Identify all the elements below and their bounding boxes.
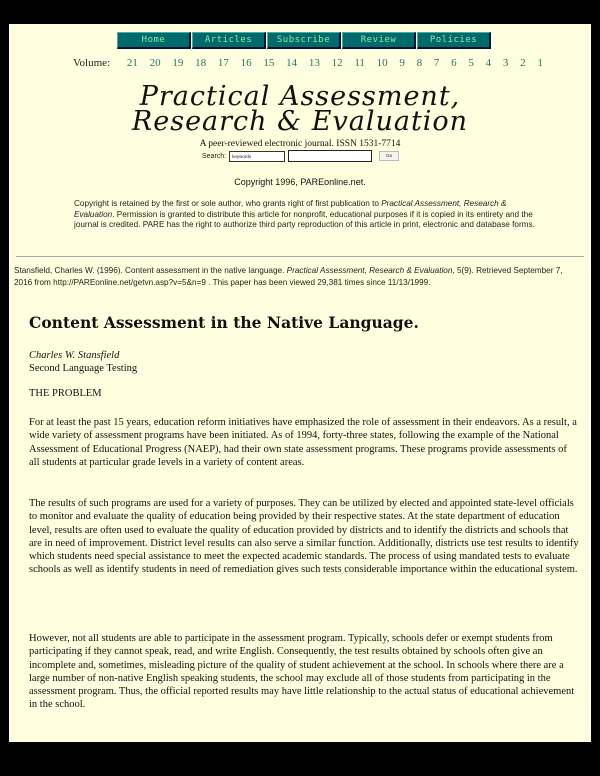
volume-links xyxy=(73,57,552,69)
paragraph: For at least the past 15 years, education reform initiatives have emphasized the role of assessment in their endeavors. As a result, a wide variety of assessment programs have been initiated. As of 1994, forty-three states, following the example of the National Assessment of Educational Progress (NAEP), had their own state assessment programs. These programs provide assessments of all students at particular grade levels in a variety of content areas. xyxy=(29,417,577,468)
citation-text: Stansfield, Charles W. (1996). Content assessment in the native language. xyxy=(14,266,287,275)
paragraph: However, not all students are able to participate in the assessment program. Typically, schools defer or exempt students from participating if they cannot speak, read, and write English. Consequently, the test results obtained by schools often give an incomplete and, sometimes, misleading picture of the quality of student achievement at the school. In schools where there are a large number of non-native English speaking students, the school may exclude all of those students from participating in the assessment program. Thus, the official reported results may have little relationship to the actual status of educational achievement in the school. xyxy=(29,633,575,711)
volume-link[interactable]: 19 xyxy=(172,57,184,69)
author-block xyxy=(29,349,137,375)
nav-review-button[interactable]: Review xyxy=(342,32,416,49)
section-heading: THE PROBLEM xyxy=(29,388,102,399)
volume-link[interactable]: 21 xyxy=(126,57,138,69)
logo-line-2: Research & Evaluation xyxy=(131,106,469,137)
volume-link[interactable]: 20 xyxy=(149,57,161,69)
volume-link[interactable]: 2 xyxy=(520,57,526,69)
logo-line-1: Practical Assessment, xyxy=(139,81,461,112)
article-title: Content Assessment in the Native Language. xyxy=(29,313,419,332)
author-name: Charles W. Stansfield xyxy=(29,350,120,361)
volume-link[interactable]: 9 xyxy=(399,57,405,69)
search-go-button[interactable]: Go xyxy=(379,151,399,161)
search-field-select[interactable]: keywords xyxy=(229,151,285,162)
author-affiliation: Second Language Testing xyxy=(29,363,138,374)
volume-link[interactable]: 12 xyxy=(331,57,343,69)
copyright-text: Copyright is retained by the first or sole author, who grants right of first publication to xyxy=(74,199,382,208)
citation xyxy=(14,265,579,288)
volume-link[interactable]: 1 xyxy=(537,57,543,69)
journal-name: Practical Assessment, Research & Evaluation xyxy=(286,266,453,275)
volume-link[interactable]: 15 xyxy=(263,57,275,69)
document-page xyxy=(9,24,591,742)
nav-policies-button[interactable]: Policies xyxy=(417,32,491,49)
journal-name: Practical Assessment, Research & Evaluation xyxy=(74,199,507,219)
search-label: Search: xyxy=(202,152,227,160)
paragraph: The results of such programs are used for a variety of purposes. They can be utilized by elected and appointed state-level officials to monitor and evaluate the quality of education being provided by their respective states. At the state department of education level, results are often used to evaluate the quality of education provided by districts and to identify the districts and schools that are in need of improvement. District level results can also serve a similar function. Additionally, districts use test results to identify which students need special assistance to meet the expected academic standards. The process of using mandated tests to evaluate schools as well as identify students in need of remediation gives such tests considerable importance within the educational system. xyxy=(29,498,579,576)
volume-link[interactable]: 16 xyxy=(240,57,252,69)
volume-link[interactable]: 6 xyxy=(451,57,457,69)
site-copyright: Copyright 1996, PAREonline.net. xyxy=(234,177,366,187)
nav-articles-button[interactable]: Articles xyxy=(192,32,266,49)
citation-text: , 5(9). Retrieved September 7, 2016 from http://PAREonline.net/getvn.asp?v=5&n=9 . This paper has been viewed 29,381 times since 11/13/1999. xyxy=(14,266,563,287)
journal-logo xyxy=(9,81,591,137)
nav-home-button[interactable]: Home xyxy=(117,32,191,49)
volume-link[interactable]: 5 xyxy=(468,57,474,69)
divider xyxy=(16,256,584,257)
volume-label: Volume: xyxy=(73,57,111,69)
top-nav xyxy=(117,32,492,49)
volume-link[interactable]: 3 xyxy=(502,57,509,69)
volume-link[interactable]: 18 xyxy=(195,57,207,69)
journal-tagline: A peer-reviewed electronic journal. ISSN 1531-7714 xyxy=(199,139,401,149)
nav-subscribe-button[interactable]: Subscribe xyxy=(267,32,341,49)
search-input[interactable] xyxy=(288,150,372,162)
volume-link[interactable]: 8 xyxy=(416,57,423,69)
search-bar xyxy=(202,150,399,162)
volume-link[interactable]: 10 xyxy=(376,57,388,69)
volume-link[interactable]: 17 xyxy=(217,57,229,69)
volume-link[interactable]: 11 xyxy=(354,57,365,69)
volume-link[interactable]: 14 xyxy=(286,57,298,69)
copyright-notice xyxy=(74,199,544,231)
volume-link[interactable]: 7 xyxy=(433,57,440,69)
volume-link[interactable]: 13 xyxy=(308,57,320,69)
volume-link[interactable]: 4 xyxy=(485,57,492,69)
copyright-text: . Permission is granted to distribute this article for nonprofit, educational purposes if it is copied in its entirety and the journal is credited. PARE has the right to authorize third party reproduction of this article in print, electronic and database forms. xyxy=(74,209,535,229)
